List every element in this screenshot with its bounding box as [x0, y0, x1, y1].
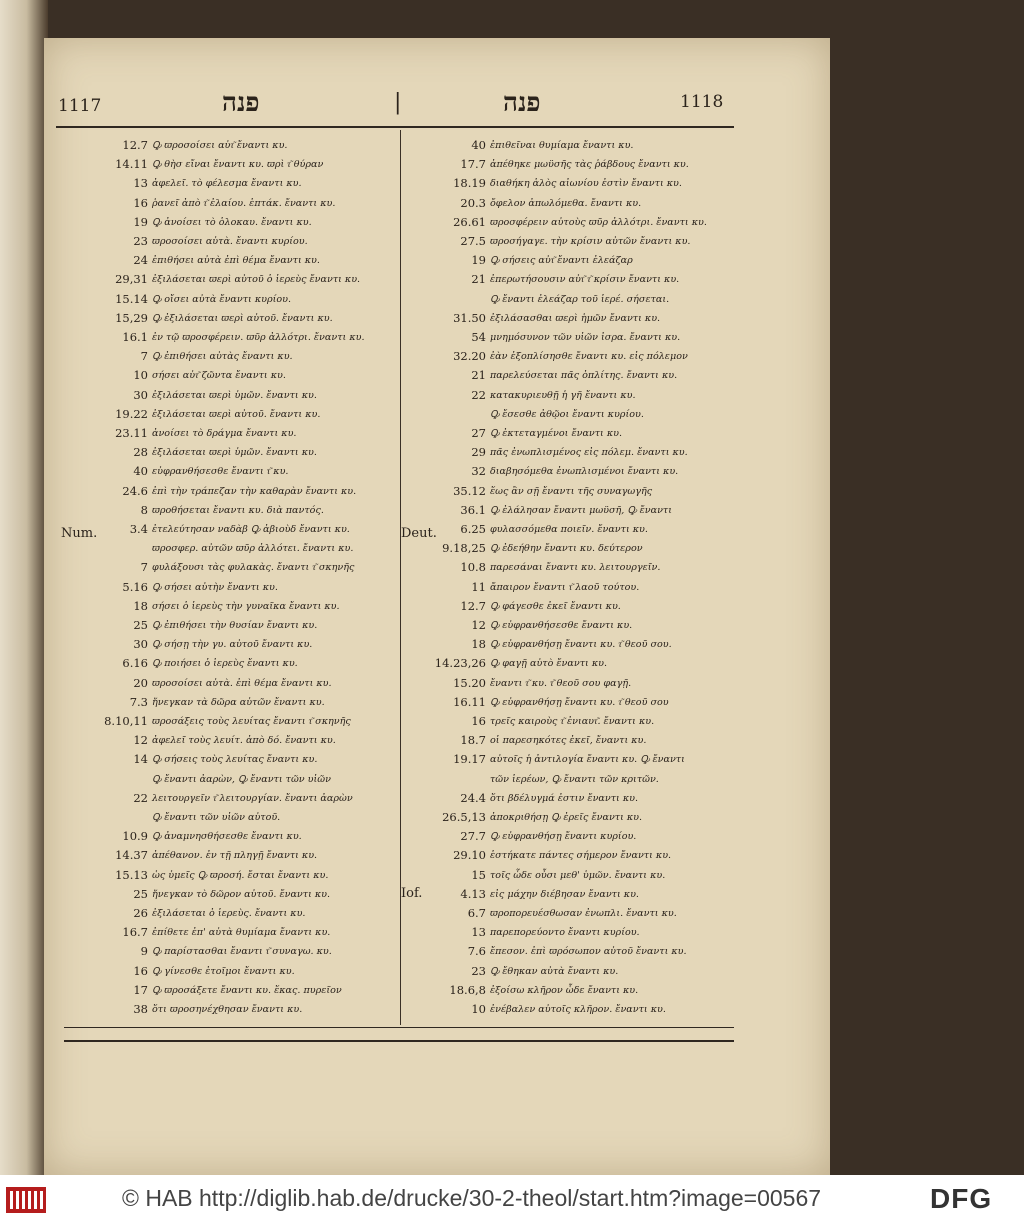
library-logo-icon [6, 1187, 46, 1213]
index-entry [0, 309, 1024, 328]
index-entry [0, 520, 1024, 539]
entry-reference: 28 [133, 445, 148, 460]
footer-bar [0, 1175, 1024, 1225]
index-entry [0, 501, 1024, 520]
entry-text: Ꝙ ποιήσει ὁ ἱερεὺς ἔναντι κυ. [152, 658, 298, 670]
entry-reference: 10.8 [460, 560, 486, 575]
right-hebrew-heading: פנה [503, 88, 541, 118]
entry-text: Ꝙ ἐπιθήσει τὴν θυσίαν ἔναντι κυ. [152, 620, 318, 631]
index-entry [0, 213, 1024, 232]
entry-text: Ꝙ εὐφρανθήσῃ ἔναντι κυ. τ͂ θεοῦ σου. [490, 639, 672, 651]
entry-text: τρεῖς καιροὺς τ͂ ἐνιαυτ͂. ἔναντι κυ. [490, 716, 655, 727]
entry-text: σήσει ὁ ἱερεὺς τὴν γυναῖκα ἔναντι κυ. [152, 600, 340, 612]
index-entry [0, 539, 1024, 558]
entry-reference: 30 [133, 387, 148, 402]
entry-text: εὐφρανθήσεσθε ἔναντι τ͂ κυ. [152, 466, 289, 478]
entry-reference: 21 [471, 272, 486, 287]
index-entry [0, 232, 1024, 251]
entry-reference: 14 [133, 752, 148, 767]
index-entry [0, 981, 1024, 1000]
bottom-rule-2 [64, 1040, 734, 1042]
entry-text: παρελεύσεται πᾶς ὁπλίτης. ἔναντι κυ. [490, 370, 678, 382]
entry-reference: 21 [471, 368, 486, 383]
entry-reference: 19 [133, 214, 148, 229]
entry-text: ἐξιλάσεται ϖερὶ αὐτοῦ ὁ ἱερεὺς ἔναντι κυ. [152, 274, 361, 286]
entry-text: Ꝙ ἀνοίσει τὸ ὁλοκαυ. ἔναντι κυ. [152, 216, 312, 228]
book-label-deut: Deut. [401, 526, 437, 541]
index-entry [0, 731, 1024, 750]
entry-reference: 8.10,11 [104, 714, 148, 728]
index-entry [0, 962, 1024, 981]
index-entry [0, 443, 1024, 462]
entry-text: ἕως ἂν σῇ ἔναντι τῆς συναγωγῆς [490, 485, 653, 497]
entry-reference: 40 [471, 138, 486, 152]
entry-reference: 14.37 [115, 848, 148, 863]
copyright-url[interactable]: © HAB http://diglib.hab.de/drucke/30-2-theol/start.htm?image=00567 [122, 1185, 822, 1211]
entry-text: Ꝙ οἴσει αὐτὰ ἔναντι κυρίου. [152, 293, 292, 305]
index-entry [0, 827, 1024, 846]
entry-reference: 18.7 [460, 733, 486, 748]
entry-reference: 11 [471, 579, 486, 594]
entry-text: ἐξιλάσασθαι ϖερὶ ἡμῶν ἔναντι κυ. [490, 312, 661, 324]
entry-reference: 12 [471, 618, 486, 632]
entry-text: Ꝙ θὴσ εἴναι ἔναντι κυ. ϖρὶ τ͂ θύραν [152, 159, 324, 171]
entry-reference: 12 [133, 733, 148, 748]
index-entry [0, 155, 1024, 174]
entry-text: ϖροσφέρειν αὐτοὺς ϖῦρ ἀλλότρι. ἔναντι κυ. [490, 216, 707, 228]
entry-reference: 16.11 [453, 694, 486, 709]
index-entry [0, 654, 1024, 673]
entry-text: ἐπίθετε ἐπ' αὐτὰ θυμίαμα ἔναντι κυ. [152, 927, 331, 939]
entry-reference: 54 [471, 330, 486, 344]
entry-text: Ꝙ ἔθηκαν αὐτὰ ἔναντι κυ. [490, 965, 619, 977]
dfg-logo: DFG [930, 1183, 993, 1214]
entry-text: ἐξιλάσεται ϖερὶ ὑμῶν. ἔναντι κυ. [152, 389, 317, 401]
entry-reference: 23 [133, 234, 148, 248]
entry-reference: 9.18,25 [442, 541, 486, 556]
entry-reference: 7.3 [129, 694, 148, 709]
entry-reference: 3.4 [129, 522, 148, 536]
entry-text: Ꝙ ἀναμνησθήσεσθε ἔναντι κυ. [152, 831, 302, 843]
entry-reference: 25 [133, 886, 148, 901]
entry-reference: 15,29 [115, 310, 148, 325]
entry-text: ἐξιλάσεται ϖερὶ αὐτοῦ. ἔναντι κυ. [152, 408, 321, 420]
entry-reference: 16 [133, 195, 148, 210]
entry-text: διαθήκη ἁλὸς αἰωνίου ἐστὶν ἔναντι κυ. [490, 178, 682, 190]
index-entry [0, 616, 1024, 635]
entry-text: Ꝙ σήσεις τοὺς λευίτας ἔναντι κυ. [152, 754, 318, 766]
index-entry [0, 578, 1024, 597]
entry-text: ἀφελεῖ. τὸ φέλεσμα ἔναντι κυ. [152, 178, 302, 190]
entry-reference: 29.10 [453, 848, 486, 863]
entry-reference: 9 [140, 944, 148, 959]
entry-reference: 27.7 [460, 829, 486, 844]
entry-text: ϖροσοίσει αὐτὰ. ἔναντι κυρίου. [152, 236, 308, 247]
entry-text: ἤνεγκαν τὸ δῶρον αὐτοῦ. ἔναντι κυ. [152, 888, 331, 900]
entry-reference: 10 [471, 1002, 486, 1016]
entry-reference: 35.12 [453, 483, 486, 498]
bottom-rule [64, 1027, 734, 1028]
index-entry [0, 366, 1024, 385]
entry-reference: 14.23,26 [434, 656, 486, 671]
index-entry [0, 597, 1024, 616]
entry-reference: 14.11 [115, 157, 148, 172]
index-entry [0, 347, 1024, 366]
entry-reference: 38 [133, 1002, 148, 1016]
entry-text: ἐξιλάσεται ϖερὶ ὑμῶν. ἔναντι κυ. [152, 447, 317, 459]
entry-reference: 26.5,13 [442, 810, 486, 824]
index-entry [0, 558, 1024, 577]
index-entry [0, 635, 1024, 654]
entry-reference: 15.20 [453, 675, 486, 690]
entry-reference: 7 [140, 560, 148, 575]
entry-text: ἀποκριθήσῃ Ꝙ ἐρεῖς ἔναντι κυ. [490, 812, 643, 823]
entry-text: μνημόσυνον τῶν υἱῶν ἰσρα. ἔναντι κυ. [490, 332, 681, 343]
entry-text: Ꝙ παρίστασθαι ἔναντι τ͂ συναγω. κυ. [152, 946, 332, 958]
index-entry [0, 386, 1024, 405]
index-entry [0, 328, 1024, 347]
entry-reference: 17.7 [460, 157, 486, 172]
entry-text: ὄφελον ἀπωλόμεθα. ἔναντι κυ. [490, 197, 642, 209]
entry-reference: 22 [133, 790, 148, 805]
index-entry [0, 885, 1024, 904]
entry-reference: 7 [140, 349, 148, 364]
entry-reference: 29,31 [115, 272, 148, 287]
index-entry [0, 846, 1024, 865]
entry-text: εἰς μάχην διέβησαν ἔναντι κυ. [490, 888, 639, 900]
entry-reference: 18 [133, 598, 148, 613]
entry-text: ἐὰν ἐξοπλίσησθε ἔναντι κυ. εἰς πόλεμον [490, 351, 688, 363]
entry-text: ἔπεσον. ἐπὶ ϖρόσωπον αὐτοῦ ἔναντι κυ. [490, 946, 687, 958]
entry-text: ἄπαιρον ἔναντι τ͂ λαοῦ τούτου. [490, 581, 640, 593]
index-entry [0, 251, 1024, 270]
entry-text: διαβησόμεθα ἐνωπλισμένοι ἔναντι κυ. [490, 466, 679, 478]
entry-text: λειτουργεῖν τ͂ λειτουργίαν. ἔναντι ἀαρὼν [152, 792, 353, 804]
entry-reference: 24.6 [122, 483, 148, 498]
entry-text: Ꝙ ϖροσοίσει αὐτ͂ ἔναντι κυ. [152, 140, 288, 151]
index-entry [0, 424, 1024, 443]
index-entry [0, 904, 1024, 923]
index-entry [0, 174, 1024, 193]
entry-text: ἐνέβαλεν αὐτοῖς κλῆρον. ἔναντι κυ. [490, 1004, 666, 1015]
entry-reference: 19 [471, 253, 486, 268]
entry-text: Ꝙ ἐξιλάσεται ϖερὶ αὐτοῦ. ἔναντι κυ. [152, 312, 333, 324]
entry-reference: 12.7 [122, 138, 148, 152]
entry-reference: 27.5 [460, 234, 486, 248]
entry-text: ϖροσήγαγε. τὴν κρίσιν αὐτῶν ἔναντι κυ. [490, 236, 691, 247]
entry-text: ἐπὶ τὴν τράπεζαν τὴν καθαρὰν ἔναντι κυ. [152, 485, 357, 497]
entry-reference: 17 [133, 982, 148, 997]
entry-reference: 18.19 [453, 176, 486, 191]
index-entry [0, 693, 1024, 712]
entry-text: ἀνοίσει τὸ δράγμα ἔναντι κυ. [152, 428, 297, 439]
entry-text: Ꝙ ἐδεήθην ἔναντι κυ. δεύτερον [490, 543, 643, 555]
entry-text: Ꝙ ἔναντι τῶν υἱῶν αὐτοῦ. [152, 812, 281, 823]
entry-text: ϖροθήσεται ἔναντι κυ. διὰ παντός. [152, 504, 324, 516]
entry-text: αὐτοῖς ἡ ἀντιλογία ἔναντι κυ. Ꝙ ἔναντι [490, 754, 685, 766]
entry-reference: 5.16 [122, 579, 148, 594]
entry-text: ἐτελεύτησαν ναδὰβ Ꝙ ἀβιοὺδ ἔναντι κυ. [152, 524, 350, 535]
entry-text: ϖροσοίσει αὐτὰ. ἐπὶ θέμα ἔναντι κυ. [152, 677, 332, 689]
entry-reference: 15 [471, 867, 486, 882]
left-page-number: 1117 [58, 96, 102, 116]
index-entry [0, 270, 1024, 289]
index-entry [0, 866, 1024, 885]
entry-text: ὅτι βδέλυγμά ἐστιν ἔναντι κυ. [490, 792, 639, 804]
entry-reference: 18 [471, 637, 486, 652]
entry-text: Ꝙ ἔναντι ἐλεάζαρ τοῦ ἱερέ. σήσεται. [490, 293, 670, 305]
entry-reference: 26.61 [453, 214, 486, 229]
entry-text: Ꝙ ἔναντι ἀαρὼν, Ꝙ ἔναντι τῶν υἱῶν [152, 773, 331, 785]
index-entry [0, 674, 1024, 693]
entry-reference: 6.25 [460, 522, 486, 536]
entry-reference: 6.16 [122, 656, 148, 671]
entry-text: ὡς ὑμεῖς Ꝙ ϖροσή. ἔσται ἔναντι κυ. [152, 869, 329, 881]
entry-text: παρεπορεύοντο ἔναντι κυρίου. [490, 927, 640, 939]
entry-text: Ꝙ σήσει αὐτὴν ἔναντι κυ. [152, 581, 278, 593]
entry-text: ἐπερωτήσουσιν αὐτ͂ τ͂ κρίσιν ἔναντι κυ. [490, 274, 680, 286]
entry-text: πᾶς ἐνωπλισμένος εἰς πόλεμ. ἔναντι κυ. [490, 447, 688, 459]
entry-text: Ꝙ ἐκτεταγμένοι ἔναντι κυ. [490, 428, 623, 439]
entry-reference: 29 [471, 445, 486, 460]
entry-text: ἐξοίσω κλῆρον ὧδε ἔναντι κυ. [490, 984, 639, 996]
entry-reference: 7.6 [467, 944, 486, 959]
entry-reference: 10 [133, 368, 148, 383]
entry-text: ἐπιθήσει αὐτὰ ἐπὶ θέμα ἔναντι κυ. [152, 255, 320, 267]
entry-text: τῶν ἱερέων, Ꝙ ἔναντι τῶν κριτῶν. [490, 773, 659, 785]
entry-text: Ꝙ εὐφρανθήσεσθε ἔναντι κυ. [490, 620, 633, 631]
entry-text: Ꝙ ἔσεσθε ἀθῷοι ἔναντι κυρίου. [490, 408, 644, 420]
entry-reference: 10.9 [122, 829, 148, 844]
entry-reference: 16.1 [122, 330, 148, 344]
entry-reference: 26 [133, 906, 148, 920]
entry-text: Ꝙ εὐφρανθήσῃ ἔναντι κυρίου. [490, 831, 637, 843]
entry-text: ἐξιλάσεται ὁ ἱερεὺς. ἔναντι κυ. [152, 908, 306, 919]
entry-text: Ꝙ ϖροσάξετε ἔναντι κυ. ἕκας. πυρεῖον [152, 984, 342, 996]
entry-reference: 24 [133, 253, 148, 268]
entry-reference: 36.1 [460, 502, 486, 517]
entry-text: Ꝙ ἐλάλησαν ἔναντι μωϋσῆ, Ꝙ ἔναντι [490, 504, 672, 516]
index-entry [0, 462, 1024, 481]
book-label-ios: Iof. [401, 886, 423, 901]
entry-text: ἀφελεῖ τοὺς λευίτ. ἀπὸ δό. ἔναντι κυ. [152, 735, 336, 747]
entry-reference: 23.11 [115, 426, 148, 440]
entry-text: παρεσάναι ἔναντι κυ. λειτουργεῖν. [490, 562, 661, 574]
entry-text: φυλάξουσι τὰς φυλακὰς. ἔναντι τ͂ σκηνῆς [152, 562, 355, 574]
index-entry [0, 923, 1024, 942]
entry-reference: 15.13 [115, 867, 148, 882]
entry-reference: 16 [133, 963, 148, 978]
header-divider-mark: | [394, 90, 402, 115]
index-entry [0, 136, 1024, 155]
entry-text: ἀπέθανον. ἐν τῇ πληγῇ ἔναντι κυ. [152, 850, 318, 862]
entry-reference: 18.6,8 [449, 982, 486, 997]
entry-text: Ꝙ γίνεσθε ἑτοῖμοι ἔναντι κυ. [152, 965, 295, 977]
header-rule [56, 126, 734, 128]
entry-text: τοῖς ὧδε οὖσι μεθ' ὑμῶν. ἔναντι κυ. [490, 869, 666, 881]
entry-reference: 16 [471, 714, 486, 728]
index-entry [0, 482, 1024, 501]
entry-text: ῥανεῖ ἀπὸ τ͂ ἐλαίου. ἑπτάκ. ἔναντι κυ. [152, 197, 336, 209]
entry-reference: 20 [133, 675, 148, 690]
index-entry [0, 290, 1024, 309]
index-entry [0, 750, 1024, 769]
index-entry [0, 789, 1024, 808]
entry-reference: 20.3 [460, 195, 486, 210]
entry-reference: 16.7 [122, 925, 148, 940]
entry-text: Ꝙ σήσεις αὐτ͂ ἔναντι ἐλεάζαρ [490, 255, 633, 267]
entry-reference: 23 [471, 963, 486, 978]
entry-text: σήσει αὐτ͂ ζῶντα ἔναντι κυ. [152, 370, 286, 382]
index-entry [0, 712, 1024, 731]
index-entry [0, 405, 1024, 424]
entry-text: ἀπέθηκε μωϋσῆς τὰς ῥάβδους ἔναντι κυ. [490, 159, 689, 171]
index-entry [0, 808, 1024, 827]
entry-reference: 40 [133, 464, 148, 479]
entry-reference: 25 [133, 618, 148, 632]
entry-reference: 22 [471, 387, 486, 402]
entry-reference: 6.7 [467, 906, 486, 920]
entry-reference: 32.20 [453, 349, 486, 364]
entry-text: Ꝙ σήσῃ τὴν γυ. αὐτοῦ ἔναντι κυ. [152, 639, 313, 651]
index-entry [0, 194, 1024, 213]
entry-text: ὅτι ϖροσηνέχθησαν ἔναντι κυ. [152, 1004, 303, 1015]
entry-text: ϖροπορευέσθωσαν ἐνωπλι. ἔναντι κυ. [490, 908, 677, 919]
entry-text: ἐπιθεῖναι θυμίαμα ἔναντι κυ. [490, 140, 634, 151]
entry-reference: 8 [140, 502, 148, 517]
entry-reference: 19.17 [453, 752, 486, 767]
entry-text: Ꝙ φάγεσθε ἐκεῖ ἔναντι κυ. [490, 600, 621, 612]
entry-text: ϖροσάξεις τοὺς λευίτας ἔναντι τ͂ σκηνῆς [152, 716, 351, 727]
entry-reference: 13 [471, 925, 486, 940]
right-page-number: 1118 [680, 92, 724, 112]
entry-reference: 32 [471, 464, 486, 479]
entry-text: κατακυριευθῇ ἡ γῆ ἔναντι κυ. [490, 389, 636, 401]
entry-text: ἔναντι τ͂ κυ. τ͂ θεοῦ σου φαγῇ. [490, 677, 632, 689]
entry-reference: 12.7 [460, 598, 486, 613]
entry-reference: 4.13 [460, 886, 486, 901]
entry-reference: 24.4 [460, 790, 486, 805]
entry-text: ἐν τῷ ϖροσφέρειν. ϖῦρ ἀλλότρι. ἔναντι κυ. [152, 332, 365, 343]
entry-reference: 30 [133, 637, 148, 652]
entry-text: ἤνεγκαν τὰ δῶρα αὐτῶν ἔναντι κυ. [152, 696, 325, 708]
index-entry [0, 942, 1024, 961]
entry-text: ϖροσφερ. αὐτῶν ϖῦρ ἀλλότει. ἔναντι κυ. [152, 543, 354, 555]
entry-text: ἑστήκατε πάντες σήμερον ἔναντι κυ. [490, 850, 672, 862]
entry-reference: 27 [471, 426, 486, 440]
entry-reference: 31.50 [453, 310, 486, 325]
entry-reference: 15.14 [115, 291, 148, 306]
entry-text: Ꝙ φαγῇ αὐτὸ ἔναντι κυ. [490, 658, 607, 670]
index-entry [0, 1000, 1024, 1019]
index-entry [0, 770, 1024, 789]
entry-reference: 19.22 [115, 406, 148, 421]
entry-text: Ꝙ ἐπιθήσει αὐτὰς ἔναντι κυ. [152, 351, 293, 363]
entry-text: οἱ παρεσηκότες ἐκεῖ, ἔναντι κυ. [490, 735, 647, 747]
entry-reference: 13 [133, 176, 148, 191]
entry-text: φυλασσόμεθα ποιεῖν. ἔναντι κυ. [490, 524, 648, 535]
entry-text: Ꝙ εὐφρανθήσῃ ἔναντι κυ. τ͂ θεοῦ σου [490, 696, 669, 708]
book-label-num: Num. [61, 526, 98, 541]
left-hebrew-heading: פנה [222, 88, 260, 118]
